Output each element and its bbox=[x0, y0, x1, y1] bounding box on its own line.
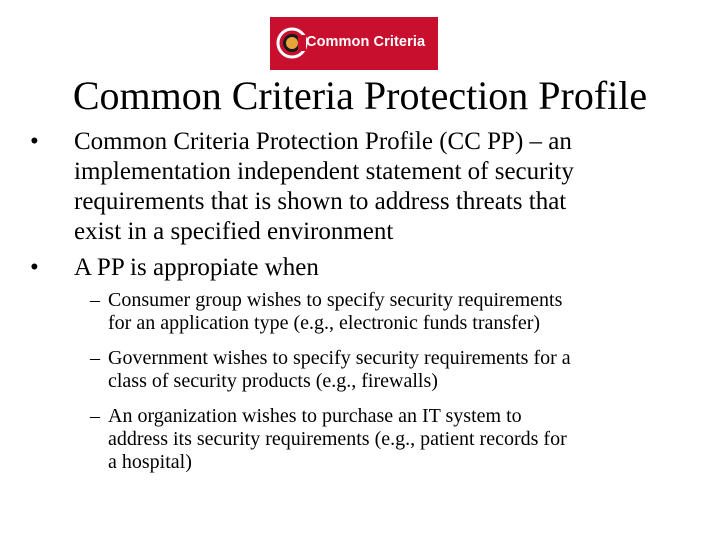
subbullet-line: Consumer group wishes to specify security requirements bbox=[108, 289, 563, 311]
subbullet-line: class of security products (e.g., firewalls) bbox=[108, 370, 438, 392]
bullet-line: Common Criteria Protection Profile (CC PP) – an bbox=[74, 128, 572, 155]
subbullet-line: An organization wishes to purchase an IT system to bbox=[108, 405, 522, 427]
bullet-line: requirements that is shown to address threats that bbox=[74, 188, 567, 215]
bullet-marker: • bbox=[30, 128, 39, 155]
bullet-text bbox=[74, 127, 694, 247]
subbullet-line: for an application type (e.g., electronic funds transfer) bbox=[108, 312, 541, 334]
bullet-text bbox=[74, 253, 694, 283]
subbullet-marker: – bbox=[90, 405, 100, 427]
subbullet-line: Government wishes to specify security requirements for a bbox=[108, 347, 571, 369]
common-criteria-logo-icon bbox=[270, 17, 310, 70]
subbullet-line: address its security requirements (e.g., patient records for bbox=[108, 428, 567, 450]
bullet-line: exist in a specified environment bbox=[74, 218, 394, 245]
bullet-line: A PP is appropiate when bbox=[74, 254, 319, 281]
subbullet-marker: – bbox=[90, 347, 100, 369]
bullet-line: implementation independent statement of security bbox=[74, 158, 574, 185]
subbullet-text bbox=[108, 289, 688, 335]
subbullet-line: a hospital) bbox=[108, 451, 192, 473]
slide-title: Common Criteria Protection Profile bbox=[72, 73, 648, 118]
subbullet-text bbox=[108, 347, 688, 393]
bullet-marker: • bbox=[30, 254, 39, 281]
common-criteria-logo bbox=[270, 17, 438, 70]
subbullet-text bbox=[108, 405, 688, 474]
subbullet-marker: – bbox=[90, 289, 100, 311]
logo-text: Common Criteria bbox=[306, 34, 426, 50]
